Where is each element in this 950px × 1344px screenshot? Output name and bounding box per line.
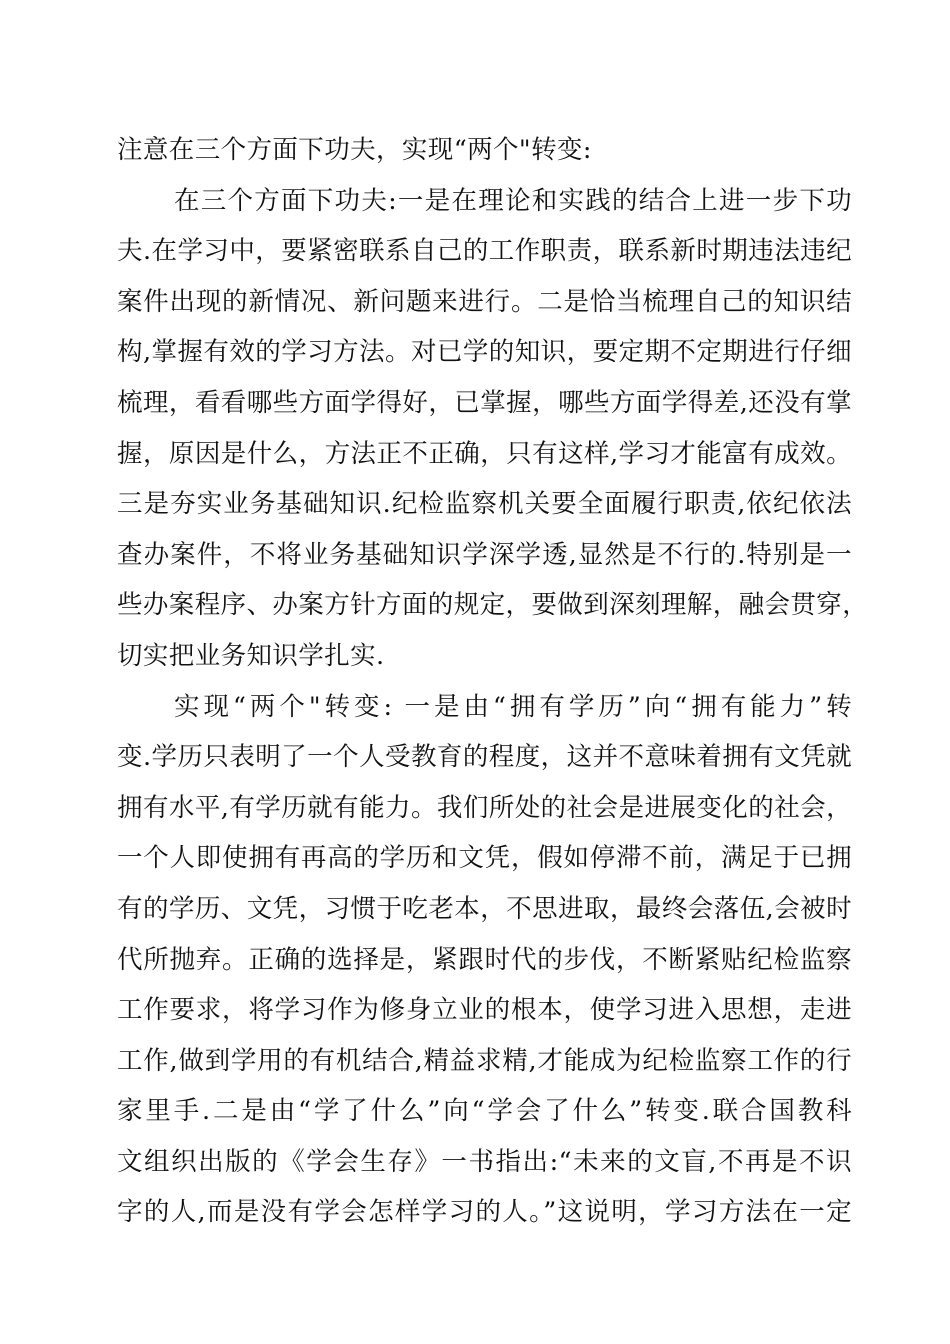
text-line: 三是夯实业务基础知识.纪检监察机关要全面履行职责,依纪依法 (117, 489, 852, 520)
text-line: 夫.在学习中，要紧密联系自己的工作职责，联系新时期违法违纪 (117, 236, 852, 267)
text-line: 变.学历只表明了一个人受教育的程度，这并不意味着拥有文凭就 (117, 742, 852, 773)
text-line: 文组织出版的《学会生存》一书指出:“未来的文盲,不再是不识 (117, 1146, 852, 1177)
text-line: 构,掌握有效的学习方法。对已学的知识，要定期不定期进行仔细 (117, 337, 852, 368)
text-line: 工作,做到学用的有机结合,精益求精,才能成为纪检监察工作的行 (117, 1045, 852, 1076)
text-line: 切实把业务知识学扎实. (117, 640, 385, 671)
text-line: 一个人即使拥有再高的学历和文凭，假如停滞不前，满足于已拥 (117, 843, 852, 874)
text-line: 注意在三个方面下功夫，实现“两个"转变: (117, 135, 592, 165)
text-line: 字的人,而是没有学会怎样学习的人。”这说明，学习方法在一定 (117, 1197, 852, 1228)
text-line: 拥有水平,有学历就有能力。我们所处的社会是进展变化的社会， (117, 792, 852, 823)
text-line: 梳理，看看哪些方面学得好，已掌握，哪些方面学得差,还没有掌 (117, 387, 852, 418)
document-body (117, 125, 869, 1238)
text-line: 些办案程序、办案方针方面的规定，要做到深刻理解，融会贯穿， (117, 590, 869, 621)
text-line: 查办案件，不将业务基础知识学深学透,显然是不行的.特别是一 (117, 539, 852, 570)
text-line: 案件出现的新情况、新问题来进行。二是恰当梳理自己的知识结 (117, 286, 852, 317)
text-line: 家里手.二是由“学了什么”向“学会了什么”转变.联合国教科 (117, 1096, 852, 1127)
text-line: 实现“两个"转变: 一是由“拥有学历”向“拥有能力”转 (174, 691, 852, 722)
text-line: 工作要求，将学习作为修身立业的根本，使学习进入思想，走进 (117, 995, 852, 1026)
text-line: 代所抛弃。正确的选择是，紧跟时代的步伐，不断紧贴纪检监察 (117, 944, 852, 975)
text-line: 有的学历、文凭，习惯于吃老本，不思进取，最终会落伍,会被时 (117, 893, 852, 924)
text-line: 握，原因是什么，方法正不正确，只有这样,学习才能富有成效。 (117, 438, 852, 469)
text-line: 在三个方面下功夫:一是在理论和实践的结合上进一步下功 (174, 185, 852, 216)
